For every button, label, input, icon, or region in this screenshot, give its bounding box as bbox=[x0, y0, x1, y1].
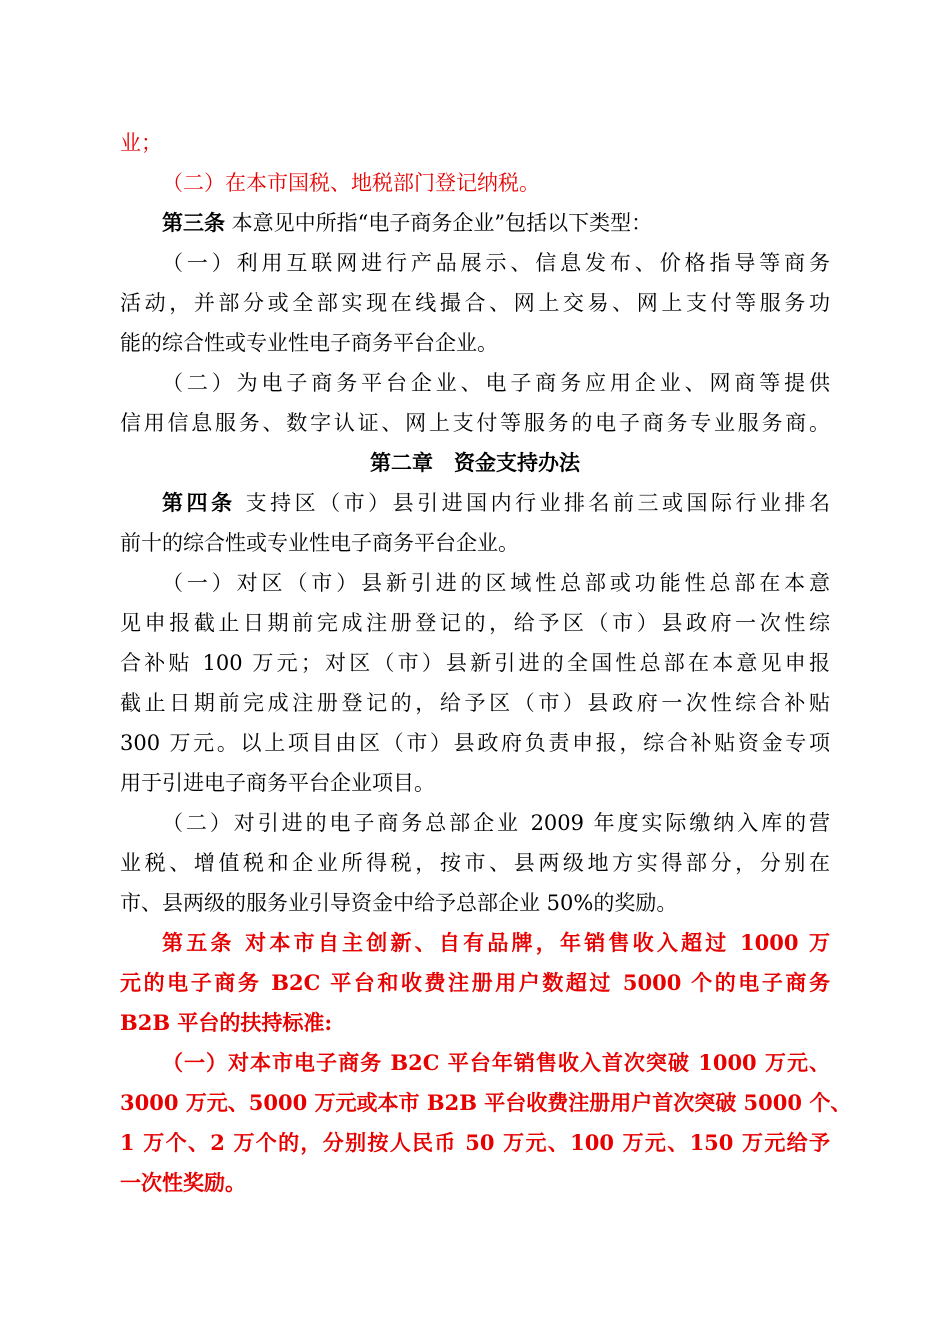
paragraph-line: 元的电子商务 B2C 平台和收费注册用户数超过 5000 个的电子商务 bbox=[120, 970, 830, 995]
paragraph-line: 能的综合性或专业性电子商务平台企业。 bbox=[120, 331, 498, 355]
paragraph-line: 业； bbox=[120, 131, 162, 155]
paragraph-line: 300 万元。以上项目由区（市）县政府负责申报，综合补贴资金专项 bbox=[120, 731, 830, 755]
paragraph-line: （二）在本市国税、地税部门登记纳税。 bbox=[162, 171, 540, 195]
paragraph-line: 3000 万元、5000 万元或本市 B2B 平台收费注册用户首次突破 5000 个、 bbox=[120, 1090, 852, 1115]
article-text: 本意见中所指“电子商务企业”包括以下类型： bbox=[225, 211, 653, 235]
paragraph-line: 合补贴 100 万元；对区（市）县新引进的全国性总部在本意见申报 bbox=[120, 651, 830, 675]
paragraph-line: 市、县两级的服务业引导资金中给予总部企业 50%的奖励。 bbox=[120, 891, 678, 915]
paragraph-line: 1 万个、2 万个的，分别按人民币 50 万元、100 万元、150 万元给予 bbox=[120, 1130, 830, 1155]
paragraph-line: （二）为电子商务平台企业、电子商务应用企业、网商等提供 bbox=[162, 371, 830, 395]
paragraph-line: （二）对引进的电子商务总部企业 2009 年度实际缴纳入库的营 bbox=[162, 811, 830, 835]
paragraph-line: （一）利用互联网进行产品展示、信息发布、价格指导等商务 bbox=[162, 251, 830, 275]
paragraph-line: 见申报截止日期前完成注册登记的，给予区（市）县政府一次性综 bbox=[120, 611, 830, 635]
article-text: 支持区（市）县引进国内行业排名前三或国际行业排名 bbox=[235, 491, 830, 515]
paragraph-line: B2B 平台的扶持标准: bbox=[120, 1010, 333, 1035]
article-heading: 第四条 bbox=[162, 490, 236, 515]
article-heading: 第三条 bbox=[162, 210, 225, 235]
article-3-line bbox=[162, 209, 830, 237]
paragraph-line: 截止日期前完成注册登记的，给予区（市）县政府一次性综合补贴 bbox=[120, 691, 830, 715]
paragraph-line: 活动，并部分或全部实现在线撮合、网上交易、网上支付等服务功 bbox=[120, 291, 830, 315]
paragraph-line: 用于引进电子商务平台企业项目。 bbox=[120, 771, 435, 795]
paragraph-line: （一）对区（市）县新引进的区域性总部或功能性总部在本意 bbox=[162, 571, 830, 595]
paragraph-line: 一次性奖励。 bbox=[120, 1170, 246, 1195]
paragraph-line: 信用信息服务、数字认证、网上支付等服务的电子商务专业服务商。 bbox=[120, 411, 830, 435]
article-5-line: 第五条 对本市自主创新、自有品牌，年销售收入超过 1000 万 bbox=[162, 930, 830, 955]
paragraph-line: 业税、增值税和企业所得税，按市、县两级地方实得部分，分别在 bbox=[120, 851, 830, 875]
article-4-line bbox=[162, 489, 830, 517]
chapter-heading: 第二章 资金支持办法 bbox=[370, 450, 580, 475]
paragraph-line: （一）对本市电子商务 B2C 平台年销售收入首次突破 1000 万元、 bbox=[162, 1050, 830, 1075]
paragraph-line: 前十的综合性或专业性电子商务平台企业。 bbox=[120, 531, 519, 555]
